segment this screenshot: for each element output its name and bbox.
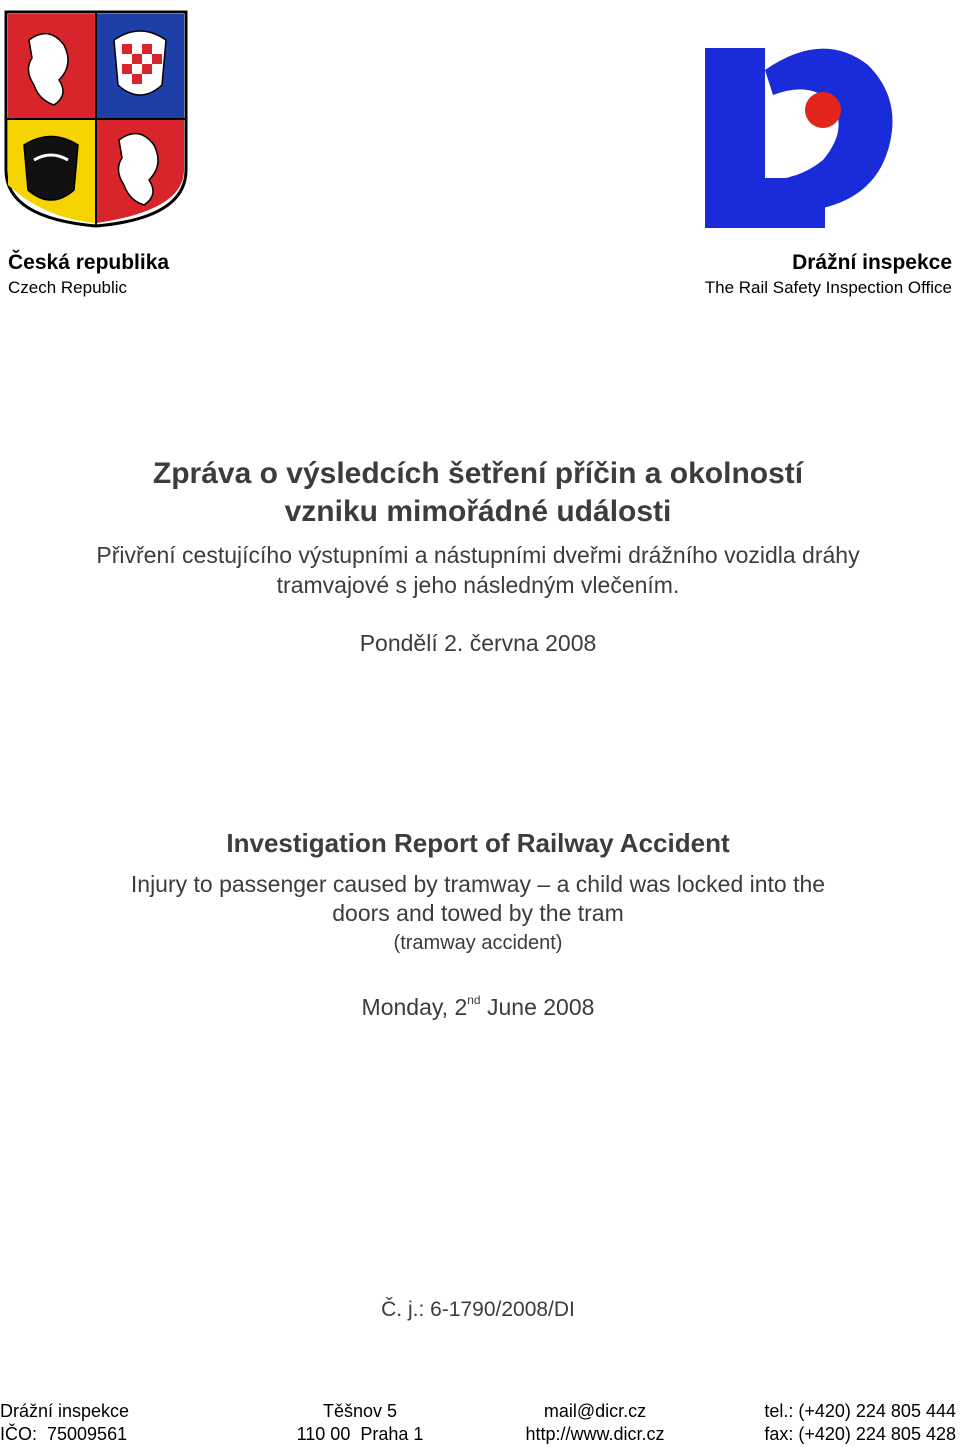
- english-date: [0, 985, 956, 1022]
- footer-ico: IČO: 75009561: [0, 1424, 128, 1444]
- czech-title-line: Zpráva o výsledcích šetření příčin a okolností: [152, 457, 804, 490]
- footer-contact: [510, 1400, 680, 1446]
- english-subtitle-line: Injury to passenger caused by tramway – a child was locked into the: [130, 871, 826, 897]
- coat-of-arms-image: [4, 10, 188, 228]
- footer-phone: [730, 1400, 956, 1446]
- english-accident-type: (tramway accident): [393, 932, 563, 954]
- office-name: Drážní inspekce: [792, 251, 952, 274]
- english-date-rest: June 2008: [480, 994, 595, 1020]
- english-subtitle-line: doors and towed by the tram: [332, 900, 624, 926]
- header-right: [622, 250, 952, 300]
- english-date-prefix: Monday, 2: [361, 994, 468, 1020]
- footer-org-name: Drážní inspekce: [0, 1401, 130, 1421]
- footer-tel: tel.: (+420) 224 805 444: [764, 1401, 956, 1421]
- reference-number: Č. j.: 6-1790/2008/DI: [381, 1298, 575, 1321]
- country-name-english: Czech Republic: [8, 278, 128, 297]
- czech-subtitle-line: tramvajové s jeho následným vlečením.: [276, 572, 680, 598]
- english-date-ordinal: nd: [467, 993, 481, 1007]
- footer-web: http://www.dicr.cz: [525, 1424, 665, 1444]
- footer-org: [0, 1400, 150, 1446]
- country-name: Česká republika: [8, 251, 170, 274]
- english-report-title: Investigation Report of Railway Accident: [226, 828, 730, 858]
- footer-fax: fax: (+420) 224 805 428: [764, 1424, 956, 1444]
- dicr-logo-image: [703, 10, 907, 232]
- czech-date: Pondělí 2. června 2008: [359, 630, 597, 656]
- english-report-subtitle: [0, 870, 956, 928]
- czech-subtitle-line: Přivření cestujícího výstupními a nástupními dveřmi drážního vozidla dráhy: [96, 542, 860, 568]
- office-name-english: The Rail Safety Inspection Office: [704, 278, 952, 297]
- czech-title-line: vzniku mimořádné události: [284, 495, 672, 528]
- header-left: [8, 250, 198, 300]
- footer-address: [280, 1400, 440, 1446]
- czech-report-title: [0, 455, 956, 531]
- czech-report-subtitle: [0, 540, 956, 600]
- footer-city: 110 00 Praha 1: [296, 1424, 424, 1444]
- footer-email: mail@dicr.cz: [543, 1401, 647, 1421]
- footer-street: Těšnov 5: [322, 1401, 398, 1421]
